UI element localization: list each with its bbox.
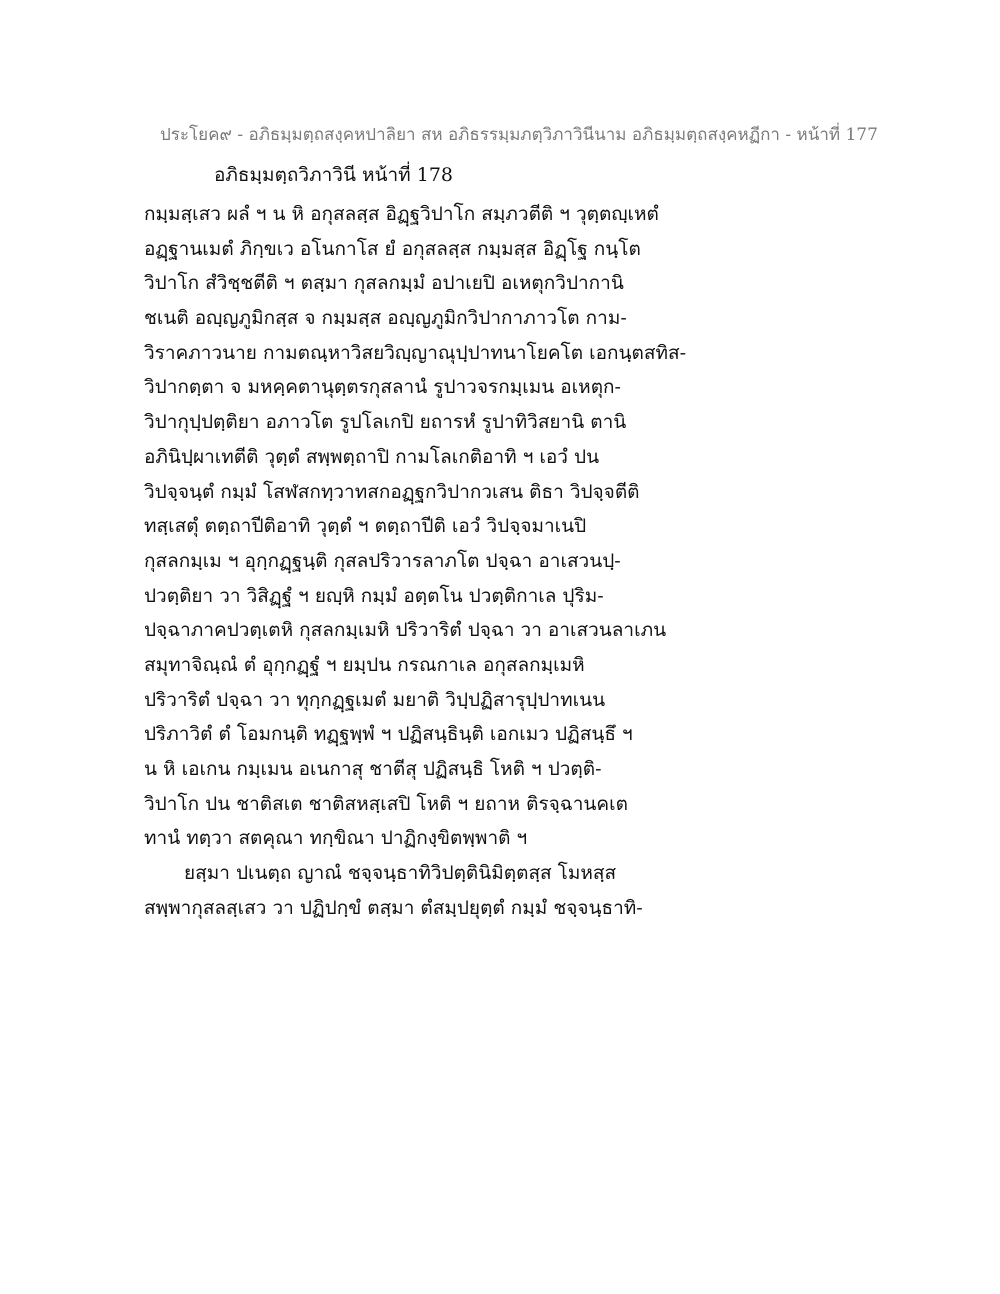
text-line: กุสลกมฺเม ฯ อุกฺกฏฺฐนฺติ กุสลปริวารลาภโต ปจฺฉา อาเสวนปฺ- bbox=[144, 549, 621, 572]
text-line: ปริวาริตํ ปจฺฉา วา ทุกฺกฏฺฐเมตํ มยาติ วิปฺปฏิสารุปฺปาทเนน bbox=[144, 688, 606, 711]
text-line: วิปากุปฺปตฺติยา อภาวโต รูปโลเกปิ ยถารหํ รูปาทิวิสยานิ ตานิ bbox=[144, 411, 627, 434]
text-line: วิปาโก ปน ชาติสเต ชาติสหสฺเสปิ โหติ ฯ ยถาห ติรจฺฉานคเต bbox=[144, 792, 628, 815]
text-line: ชเนติ อญฺญภูมิกสฺส จ กมฺมสฺส อญฺญภูมิกวิปากาภาวโต กาม- bbox=[144, 307, 627, 330]
text-line: วิปจฺจนฺตํ กมฺมํ โสฬสกทฺวาทสกอฏฺฐกวิปากวเสน ติธา วิปจฺจตีติ bbox=[144, 480, 640, 503]
text-line: วิปากตฺตา จ มหคฺคตานุตฺตรกุสลานํ รูปาวจรกมฺเมน อเหตุก- bbox=[144, 376, 621, 399]
text-line: ปวตฺติยา วา วิสิฏฺฐํ ฯ ยญฺหิ กมฺมํ อตฺตโน ปวตฺติกาเล ปุริม- bbox=[144, 584, 604, 607]
text-line: ทานํ ทตฺวา สตคุณา ทกฺขิณา ปาฏิกงฺขิตพฺพาติ ฯ bbox=[144, 827, 528, 850]
text-line: กมฺมสฺเสว ผลํ ฯ น หิ อกุสลสฺส อิฏฺฐวิปาโก สมฺภวตีติ ฯ วุตฺตญฺเหตํ bbox=[144, 203, 659, 225]
body-text bbox=[144, 197, 704, 925]
section-heading: อภิธมฺมตฺถวิภาวินี หน้าที่ 178 bbox=[214, 164, 453, 186]
text-line: น หิ เอเกน กมฺเมน อเนกาสุ ชาตีสุ ปฏิสนฺธิ โหติ ฯ ปวตฺติ- bbox=[144, 758, 602, 780]
text-line: อภินิปฺผาเทตีติ วุตฺตํ สพฺพตฺถาปิ กามโลเกติอาทิ ฯ เอวํ ปน bbox=[144, 445, 600, 468]
text-line: อฏฺฐานเมตํ ภิกฺขเว อโนกาโส ยํ อกุสลสฺส กมฺมสฺส อิฏฺโฐ กนฺโต bbox=[144, 237, 641, 260]
text-line: ปริภาวิตํ ตํ โอมกนฺติ ทฏฺฐพฺพํ ฯ ปฏิสนฺธินฺติ เอกเมว ปฏิสนฺธึ ฯ bbox=[144, 723, 633, 746]
text-line: วิปาโก สํวิชฺชตีติ ฯ ตสฺมา กุสลกมฺมํ อปาเยปิ อเหตุกวิปากานิ bbox=[144, 272, 624, 295]
paragraph-first-line: ยสฺมา ปเนตฺถ ญาณํ ชจฺจนฺธาทิวิปตฺตินิมิตฺตสฺส โมหสฺส bbox=[184, 862, 617, 885]
text-line: สพฺพากุสลสฺเสว วา ปฏิปกฺขํ ตสฺมา ตํสมฺปยุตฺตํ กมฺมํ ชจฺจนฺธาทิ- bbox=[144, 896, 643, 919]
text-line: วิราคภาวนาย กามตณฺหาวิสยวิญฺญาณุปฺปาทนาโยคโต เอกนฺตสทิส- bbox=[144, 341, 687, 364]
text-line: ปจฺฉาภาคปวตฺเตหิ กุสลกมฺเมหิ ปริวาริตํ ปจฺฉา วา อาเสวนลาเภน bbox=[144, 619, 667, 642]
text-line: ทสฺเสตุํ ตตฺถาปีติอาทิ วุตฺตํ ฯ ตตฺถาปีติ เอวํ วิปจฺจมาเนปิ bbox=[144, 515, 587, 538]
running-header: ประโยค๙ - อภิธมฺมตฺถสงฺคหปาลิยา สห อภิธรรมฺมภตฺวิภาวินีนาม อภิธมฺมตฺถสงฺคหฏีกา - หน้าที่ 177 bbox=[160, 125, 878, 145]
text-line: สมุทาจิณฺณํ ตํ อุกฺกฏฺฐํ ฯ ยมฺปน กรณกาเล อกุสลกมฺเมหิ bbox=[144, 653, 585, 676]
